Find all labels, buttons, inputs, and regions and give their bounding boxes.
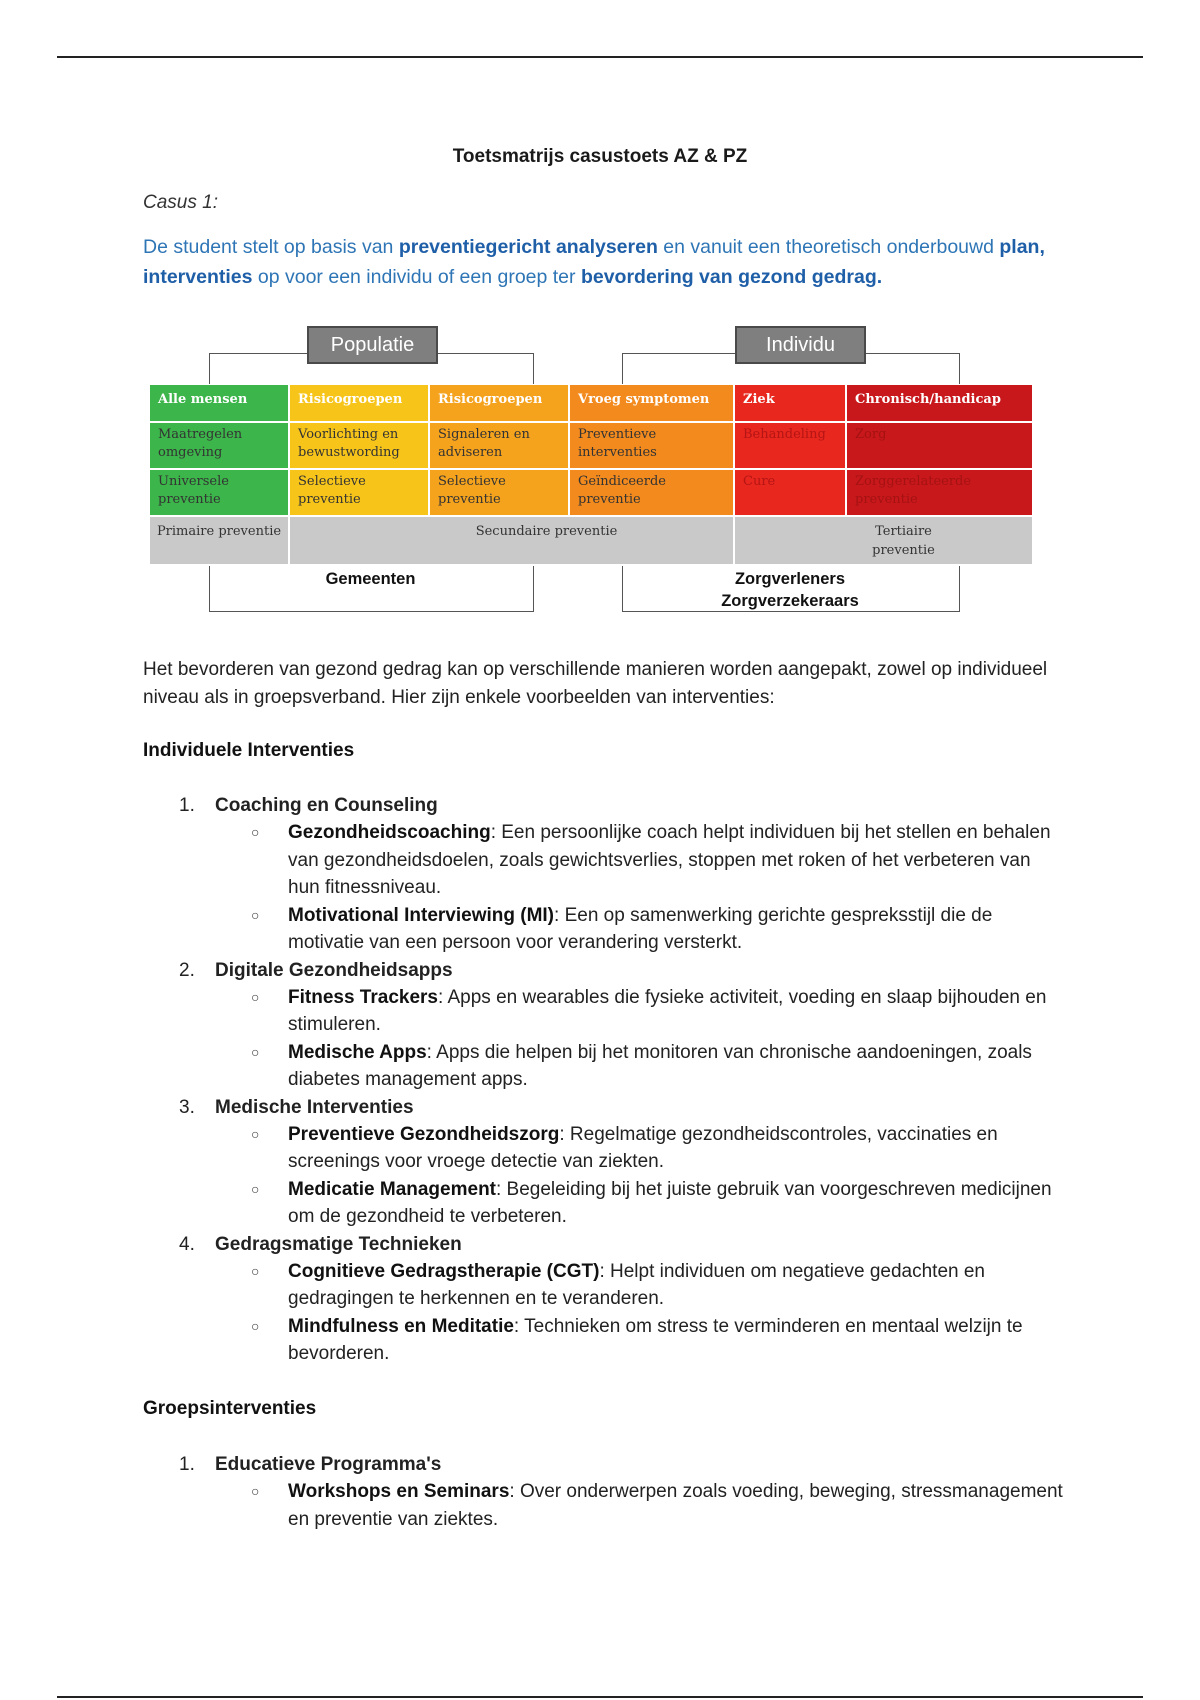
list-item: 4. Gedragsmatige Technieken xyxy=(179,1233,462,1255)
header-risicogroepen-2: Risicogroepen xyxy=(430,385,568,421)
zorgverzekeraars-label: Zorgverzekeraars xyxy=(721,592,859,610)
group-heading: Groepsinterventies xyxy=(143,1398,317,1419)
individual-list xyxy=(143,792,1063,1368)
individu-box: Individu xyxy=(735,326,866,364)
header-alle-mensen: Alle mensen xyxy=(150,385,288,421)
tertiaire-preventie: Tertiaire preventie xyxy=(735,517,1032,564)
sub-list-item: ○ Medicatie Management: Begeleiding bij het juiste gebruik van voorgeschreven medicijnen om de gezondheid te verbeteren. xyxy=(251,1178,1052,1227)
cell-universele: Universele preventie xyxy=(150,470,288,515)
cell-cure: Cure xyxy=(735,470,845,515)
sub-list-item: ○ Workshops en Seminars: Over onderwerpen zoals voeding, beweging, stressmanagement en preventie van ziektes. xyxy=(251,1481,1063,1530)
sub-list-item: ○ Fitness Trackers: Apps en wearables die fysieke activiteit, voeding en slaap bijhouden en stimuleren. xyxy=(251,986,1047,1035)
list-item: 1. Educatieve Programma's xyxy=(179,1454,442,1475)
cell-zorggerelateerde: Zorggerelateerde preventie xyxy=(847,470,1032,515)
header-risicogroepen-1: Risicogroepen xyxy=(290,385,428,421)
sub-list-item: ○ Preventieve Gezondheidszorg: Regelmatige gezondheidscontroles, vaccinaties en screenings voor vroege detectie van ziekten. xyxy=(251,1123,998,1172)
individual-heading: Individuele Interventies xyxy=(143,740,355,761)
sub-list-item: ○ Medische Apps: Apps die helpen bij het monitoren van chronische aandoeningen, zoals diabetes management apps. xyxy=(251,1041,1032,1090)
document-title: Toetsmatrijs casustoets AZ & PZ xyxy=(452,146,748,167)
header-vroeg-symptomen: Vroeg symptomen xyxy=(570,385,733,421)
sub-list-item: ○ Cognitieve Gedragstherapie (CGT): Helpt individuen om negatieve gedachten en gedragingen te herkennen en te veranderen. xyxy=(251,1260,986,1309)
header-chronisch: Chronisch/handicap xyxy=(847,385,1032,421)
sub-list-item: ○ Gezondheidscoaching: Een persoonlijke coach helpt individuen bij het stellen en behalen van gezondheidsdoelen, zoals gewichtsverlies, stoppen met roken of het verbeteren van hun fitnessniveau. xyxy=(251,822,1051,898)
sub-list-item: ○ Mindfulness en Meditatie: Technieken om stress te verminderen en mentaal welzijn te bevorderen. xyxy=(251,1315,1023,1364)
list-item: 3. Medische Interventies xyxy=(179,1096,414,1118)
learning-goal: De student stelt op basis van preventiegericht analyseren en vanuit een theoretisch onderbouwd plan, interventies op voor een individu of een groep ter bevordering van gezond gedrag. xyxy=(143,236,1045,288)
prevention-diagram xyxy=(150,325,1032,615)
bottom-rule xyxy=(57,1696,1143,1698)
list-item: 1. Coaching en Counseling xyxy=(179,795,438,816)
secundaire-preventie: Secundaire preventie xyxy=(290,517,733,564)
cell-maatregelen: Maatregelen omgeving xyxy=(150,423,288,468)
primaire-preventie: Primaire preventie xyxy=(150,517,288,564)
cell-selectieve-2: Selectieve preventie xyxy=(430,470,568,515)
populatie-box: Populatie xyxy=(307,326,438,364)
zorgverleners-label: Zorgverleners xyxy=(734,570,846,588)
cell-selectieve-1: Selectieve preventie xyxy=(290,470,428,515)
cell-behandeling: Behandeling xyxy=(735,423,845,468)
gemeenten-label: Gemeenten xyxy=(325,570,416,588)
cell-signaleren: Signaleren en adviseren xyxy=(430,423,568,468)
group-list xyxy=(143,1451,1063,1533)
cell-voorlichting: Voorlichting en bewustwording xyxy=(290,423,428,468)
list-item: 2. Digitale Gezondheidsapps xyxy=(179,959,453,981)
casus-label: Casus 1: xyxy=(143,192,218,213)
header-ziek: Ziek xyxy=(735,385,845,421)
cell-geindiceerde: Geïndiceerde preventie xyxy=(570,470,733,515)
intro-paragraph: Het bevorderen van gezond gedrag kan op verschillende manieren worden aangepakt, zowel op individueel niveau als in groepsverband. Hier zijn enkele voorbeelden van interventies: xyxy=(143,659,1048,708)
sub-list-item: ○ Motivational Interviewing (MI): Een op samenwerking gerichte gespreksstijl die de motivatie van een persoon voor verandering versterkt. xyxy=(251,904,993,953)
cell-zorg: Zorg xyxy=(847,423,1032,468)
cell-preventieve-interventies: Preventieve interventies xyxy=(570,423,733,468)
top-rule xyxy=(57,56,1143,58)
